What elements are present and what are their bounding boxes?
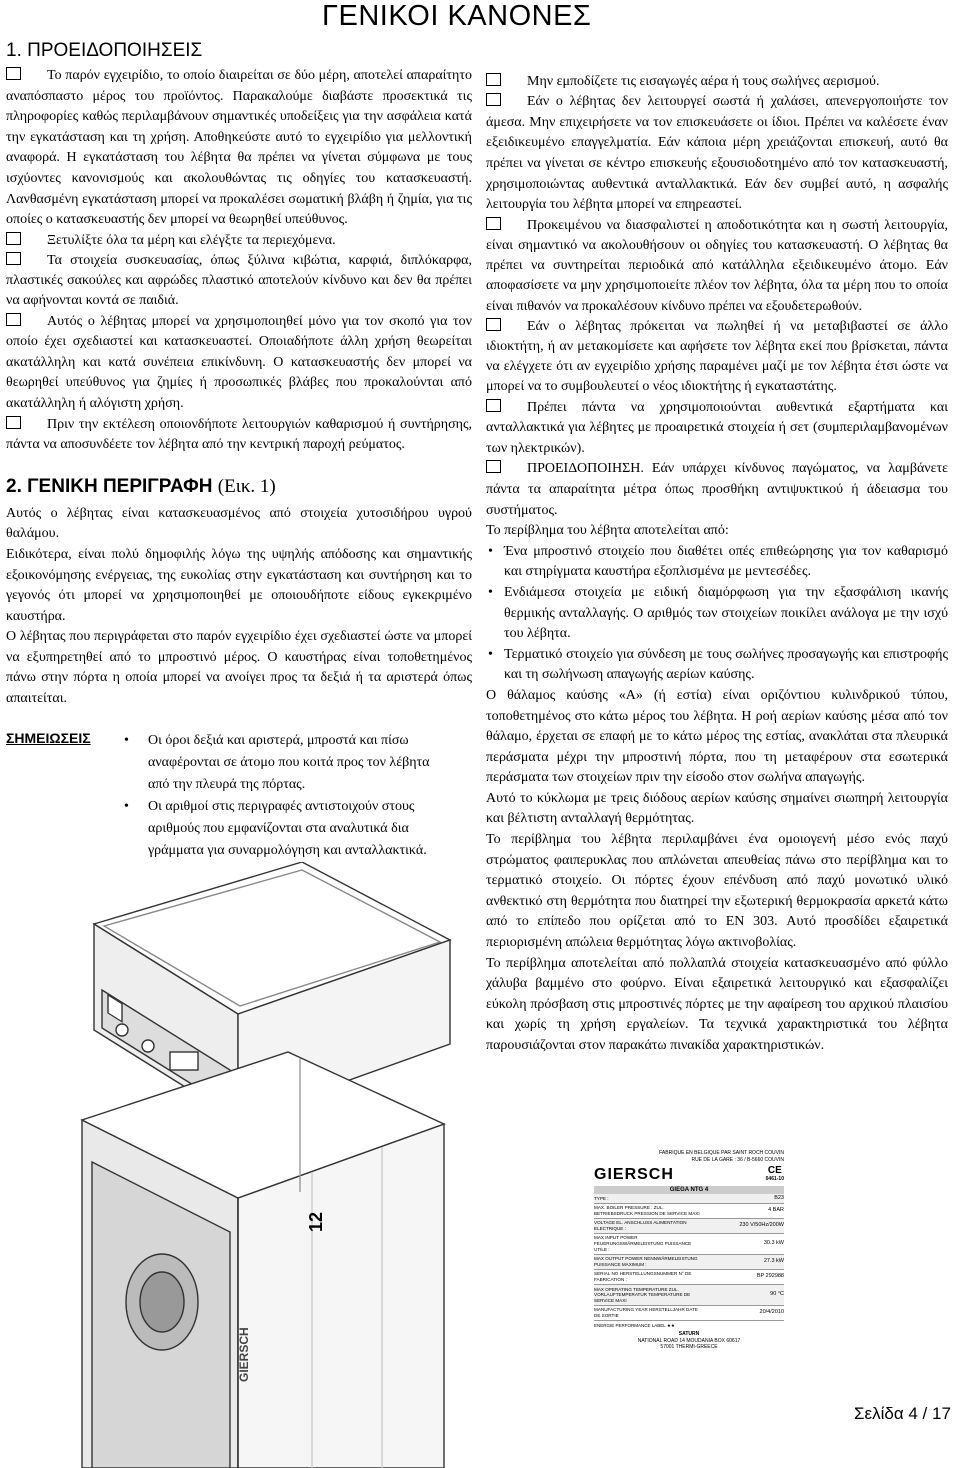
paragraph: Το περίβλημα αποτελείται από πολλαπλά στοιχεία κατασκευασμένο από φύλλο χάλυβα βαμμένο στο φούρνο. Είναι εξαιρετικά λειτουργικό και εξασφαλίζει εύκολη πρόσβαση στις μπροστινές πόρτες με την αφαίρεση του αρχικού πλαισίου και χωρίς τη χρήση εργαλείων. Τα τεχνικά χαρακτηριστικά του λέβητα παρουσιάζονται στον παρακάτω πινακίδα χαρακτηριστικών. [486,955,948,1053]
plate-row [594,1219,784,1234]
right-column [486,72,948,1057]
warning-item: Πριν την εκτέλεση οποιονδήποτε λειτουργιών καθαρισμού ή συντήρησης, πάντα να αποσυνδέετε τον λέβητα από την κεντρική παροχή ρεύματος. [6,416,472,453]
checkbox-icon [6,416,21,429]
casing-bullet: • Ένα μπροστινό στοιχείο που διαθέτει οπές επιθεώρησης για τον καθαρισμό και στηρίγματα καυστήρα εξοπλισμένα με μεντεσέδες. [486,542,948,583]
warning-item: Εάν ο λέβητας πρόκειται να πωληθεί ή να μεταβιβαστεί σε άλλο ιδιοκτήτη, ή αν μετακομίσετε και αφήσετε τον λέβητα εκεί που βρίσκεται, πάντα να ελέγχετε ότι αν εγχειρίδιο χρήσης παραμένει μαζί με τον λέβητα έτσι ώστε να μπορεί να το συμβουλευτεί ο νέος ιδιοκτήτης ή εγκαταστάτης. [486,318,948,395]
warning-item: ΠΡΟΕΙΔΟΠΟΙΗΣΗ. Εάν υπάρχει κίνδυνος παγώματος, να λαμβάνετε πάντα τα απαραίτητα μέτρα όπως προσθήκη αντιψυκτικού ή άδειασμα του συστήματος. [486,461,948,518]
plate-row [594,1204,784,1219]
plate-model: GIEGA NTG 4 [594,1186,784,1194]
plate-row-value: 30.3 kW [763,1240,784,1247]
warning-item: Εάν ο λέβητας δεν λειτουργεί σωστά ή χαλάσει, απενεργοποιήστε τον άμεσα. Μην επιχειρήσετε να τον επισκευάσετε οι ίδιοι. Πρέπει να καλέσετε έναν εξειδικευμένο επαγγελματία. Εάν κάποια μέρη χρειάζονται επισκευή, αυτό θα πρέπει να γίνεται σε κέντρο επισκευής εξουσιοδοτημένο από τον κατασκευαστή, χρησιμοποιώντας αυθεντικά ανταλλακτικά. Εάν δεν συμβεί αυτό, η ασφαλής λειτουργία του λέβητα μπορεί να επηρεαστεί. [486,94,948,213]
checkbox-icon [486,73,501,86]
plate-row-value: B23 [774,1194,784,1201]
paragraph: Ειδικότερα, είναι πολύ δημοφιλής λόγω της υψηλής απόδοσης και σημαντικής εξοικονόμησης ενέργειας, της ευκολίας στην εγκατάσταση και συντήρηση και το γεγονός ότι μπορεί να χρησιμοποιηθεί με οποιουδήποτε είδους εγκεκριμένο καυστήρα. [6,546,472,624]
brand-side-label: GIERSCH [237,1327,251,1382]
plate-importer: SATURN NATIONAL ROAD 14 MOUDANIA BOX 60617 57001 THERMI-GREECE [637,1331,741,1351]
paragraph: Το περίβλημα του λέβητα περιλαμβάνει ένα ομοιογενή μέσο ενός παχύ στρώματος φαιπερυκλας που απλώνεται απευθείας πάνω στο περίβλημα και το τερματικό στοιχείο. Οι πόρτες έχουν επένδυση από παχύ μονωτικό υλικό ανθεκτικό στη θερμότητα που διατηρεί την εξωτερική θερμοκρασία αρκετά κάτω από το επίπεδο που ορίζεται από το EN 303. Αυτό προσδίδει εξαιρετικά περιορισμένη απώλεια θερμότητας λόγω ακτινοβολίας. [486,832,948,951]
page-number: Σελίδα 4 / 17 [854,1404,951,1423]
plate-row-value: 27.3 kW [763,1258,784,1265]
plate-row [594,1255,784,1270]
notes-label: ΣΗΜΕΙΩΣΕΙΣ [6,729,91,746]
plate-energy: ENERGIE PERFORMANCE LABEL ★★ [594,1323,675,1329]
rating-plate [594,1150,784,1454]
plate-row-label: MAX OPERATING TEMPERATURE ZUL. VORLAUFTEMPERATUR TEMPERATURE DE SERVICE MAXI [594,1286,691,1303]
warning-item: Το παρόν εγχειρίδιο, το οποίο διαιρείται σε δύο μέρη, αποτελεί απαραίτητο αναπόσπαστο μέρος του προϊόντος. Παρακαλούμε διαβάστε προσεκτικά τις πληροφορίες καθώς περιλαμβάνουν σημαντικές υποδείξεις για την ασφάλεια κατά την εγκατάσταση και τη χρήση. Αποθηκεύστε αυτό το εγχειρίδιο για μελλοντική αναφορά. Η εγκατάσταση του λέβητα θα πρέπει να γίνεται σύμφωνα με τους ισχύοντες κανονισμούς και ακολουθώντας τις οδηγίες του κατασκευαστή. Λανθασμένη εγκατάσταση μπορεί να προκαλέσει σωματική βλάβη ή ζημία, για τις οποίες ο κατασκευαστής δεν μπορεί να θεωρηθεί υπεύθυνος. [6,68,472,228]
note-item: • Οι όροι δεξιά και αριστερά, μπροστά και πίσω αναφέρονται σε άτομο που κοιτά προς τον λέβητα από την πλευρά της πόρτας. [124,730,454,796]
plate-row-value: 230 V/50Hz/200W [739,1222,784,1229]
casing-intro: Το περίβλημα του λέβητα αποτελείται από: [486,523,729,539]
notes-block [6,729,472,858]
plate-address: FABRIQUE EN BELGIQUE PAR SAINT ROCH COUVIN RUE DE LA GARE : 36 / B-5660 COUVIN [659,1150,784,1163]
checkbox-icon [6,67,21,80]
section1-title: 1. ΠΡΟΕΙΔΟΠΟΙΗΣΕΙΣ [6,40,203,61]
section2-title: 2. ΓΕΝΙΚΗ ΠΕΡΙΓΡΑΦΗ (Εικ. 1) [6,475,276,497]
plate-row-label: MAX INPUT POWER FEUERUNGSWÄRMELEISTUNG PUISSANCE UTILE : [594,1235,692,1252]
checkbox-icon [486,460,501,473]
plate-row-label: MAX OUTPUT POWER NENNWÄRMELEISTUNG PUISSANCE MAXIMUM : [594,1256,698,1267]
warning-item: Αυτός ο λέβητας μπορεί να χρησιμοποιηθεί μόνο για τον σκοπό για τον οποίο έχει σχεδιαστεί και κατασκευαστεί. Οποιαδήποτε άλλη χρήση θεωρείται ακατάλληλη και κατά συνέπεια επικίνδυνη. Ο κατασκευαστής δεν μπορεί να θεωρηθεί υπεύθυνος για ζημίες ή προσωπικές βλάβες που προκαλούνται από ακατάλληλη ή αλόγιστη χρήση. [6,313,472,411]
casing-bullet: • Τερματικό στοιχείο για σύνδεση με τους σωλήνες προσαγωγής και επιστροφής και τη σωλήνωση απαγωγής αερίων καύσης. [486,645,948,686]
checkbox-icon [486,318,501,331]
left-column [6,40,472,858]
plate-row [594,1234,784,1255]
notes-list [124,730,454,862]
paragraph: Ο θάλαμος καύσης «A» (ή εστία) είναι οριζόντιου κυλινδρικού τύπου, τοποθετημένος στο κάτω μέρος του λέβητα. Η ροή αερίων καύσης μέσα από τον θάλαμο, έρχεται σε επαφή με το κάτω μέρος της εστίας, ανακλάται στα πλευρικά περάσματα μέχρι την μπροστινή πόρτα, που τη μεταφέρουν στα εσωτερικά περάσματα των στοιχείων πριν την είσοδο στον σωλήνα απαγωγής. [486,687,948,786]
warning-item: Προκειμένου να διασφαλιστεί η αποδοτικότητα και η σωστή λειτουργία, είναι σημαντικό να ακολουθήσουν οι οδηγίες του κατασκευαστή. Ο λέβητας θα πρέπει να συντηρείται περιοδικά από κατάλληλα εξειδικευμένο άτομο. Εάν αποφασίσετε να μην χρησιμοποιείτε πλέον τον λέβητα, όλα τα μέρη που το οποία είναι πιθανόν να προκαλέσουν κίνδυνο πρέπει να εξουδετερωθούν. [486,217,948,314]
warning-item: Ξετυλίξτε όλα τα μέρη και ελέγξτε τα περιεχόμενα. [6,231,472,251]
figure-number: 12 [306,1211,326,1232]
checkbox-icon [6,313,21,326]
checkbox-icon [486,93,501,106]
plate-row-value: 20/4/2010 [759,1309,784,1316]
plate-row-label: MANUFACTURING YEAR HERSTELLJAHR DATE DE SORTIE [594,1307,698,1318]
plate-row-value: 4 BAR [768,1206,784,1213]
casing-bullet: • Ενδιάμεσα στοιχεία με ειδική διαμόρφωση για την εξασφάλιση ικανής θερμικής ανταλλαγής. Ο αριθμός των στοιχείων ποικίλει ανάλογα με την ισχύ του λέβητα. [486,583,948,645]
ce-mark: CE 0461-10 [765,1165,784,1182]
plate-rows [594,1194,784,1321]
warning-item: Μην εμποδίζετε τις εισαγωγές αέρα ή τους σωλήνες αερισμού. [486,72,948,92]
plate-row [594,1270,784,1285]
paragraph: Ο λέβητας που περιγράφεται στο παρόν εγχειρίδιο έχει σχεδιαστεί ώστε να μπορεί να εξυπηρετηθεί από το μπροστινό μέρος. Ο καυστήρας είναι τοποθετημένος πάνω στην πόρτα η οποία μπορεί να ανοίγει προς τα δεξιά ή τα αριστερά όπως απαιτείται. [6,629,472,707]
checkbox-icon [486,217,501,230]
plate-row-value: 90 °C [770,1291,784,1298]
figure-reference: (Εικ. 1) [217,475,276,497]
checkbox-icon [6,232,21,245]
warning-item: Πρέπει πάντα να χρησιμοποιούνται αυθεντικά εξαρτήματα και ανταλλακτικά για λέβητες με προαιρετικά στοιχεία ή σετ (συμπεριλαμβανομένων των ηλεκτρικών). [486,399,948,456]
warning-item: Τα στοιχεία συσκευασίας, όπως ξύλινα κιβώτια, καρφιά, διπλόκαρφα, πλαστικές σακούλες και αφρώδες πλαστικό αποτελούν κίνδυνο και δεν θα πρέπει να αφήνονται κοντά σε παιδιά. [6,252,472,309]
plate-row-label: MAX. BOILER PRESSURE : ZUL. BETRIEBSDRUCK PRESSION DE SERVICE MAXI [594,1205,700,1216]
plate-row [594,1285,784,1306]
plate-row-value: BP 292988 [756,1273,784,1280]
plate-row-label: SERIAL NO HERSTELLUNGSNUMMER N° DE FABRICATION : [594,1271,692,1283]
plate-row-label: VOLTAGE EL. ANSCHLUSS ALIMENTATION ELECTRIQUE : [594,1220,687,1231]
checkbox-icon [6,252,21,265]
plate-row [594,1194,784,1204]
paragraph: Αυτός ο λέβητας είναι κατασκευασμένος από στοιχεία χυτοσιδήρου υγρού θαλάμου. [6,505,472,542]
paragraph: Αυτό το κύκλωμα με τρεις διόδους αερίων καύσης σημαίνει σιωπηρή λειτουργία και βέλτιστη ανταλλαγή θερμότητας. [486,790,948,827]
checkbox-icon [486,399,501,412]
page-header-title: ΓΕΝΙΚΟΙ ΚΑΝΟΝΕΣ [322,0,592,32]
boiler-illustration [52,862,457,1468]
plate-brand-logo: GIERSCH [594,1166,674,1183]
note-item: • Οι αριθμοί στις περιγραφές αντιστοιχούν στους αριθμούς που εμφανίζονται στα αναλυτικά δια γράμματα για συναρμολόγηση και ανταλλακτικά. [124,796,454,862]
plate-row-label: TYPE : [594,1195,609,1201]
plate-row [594,1306,784,1321]
